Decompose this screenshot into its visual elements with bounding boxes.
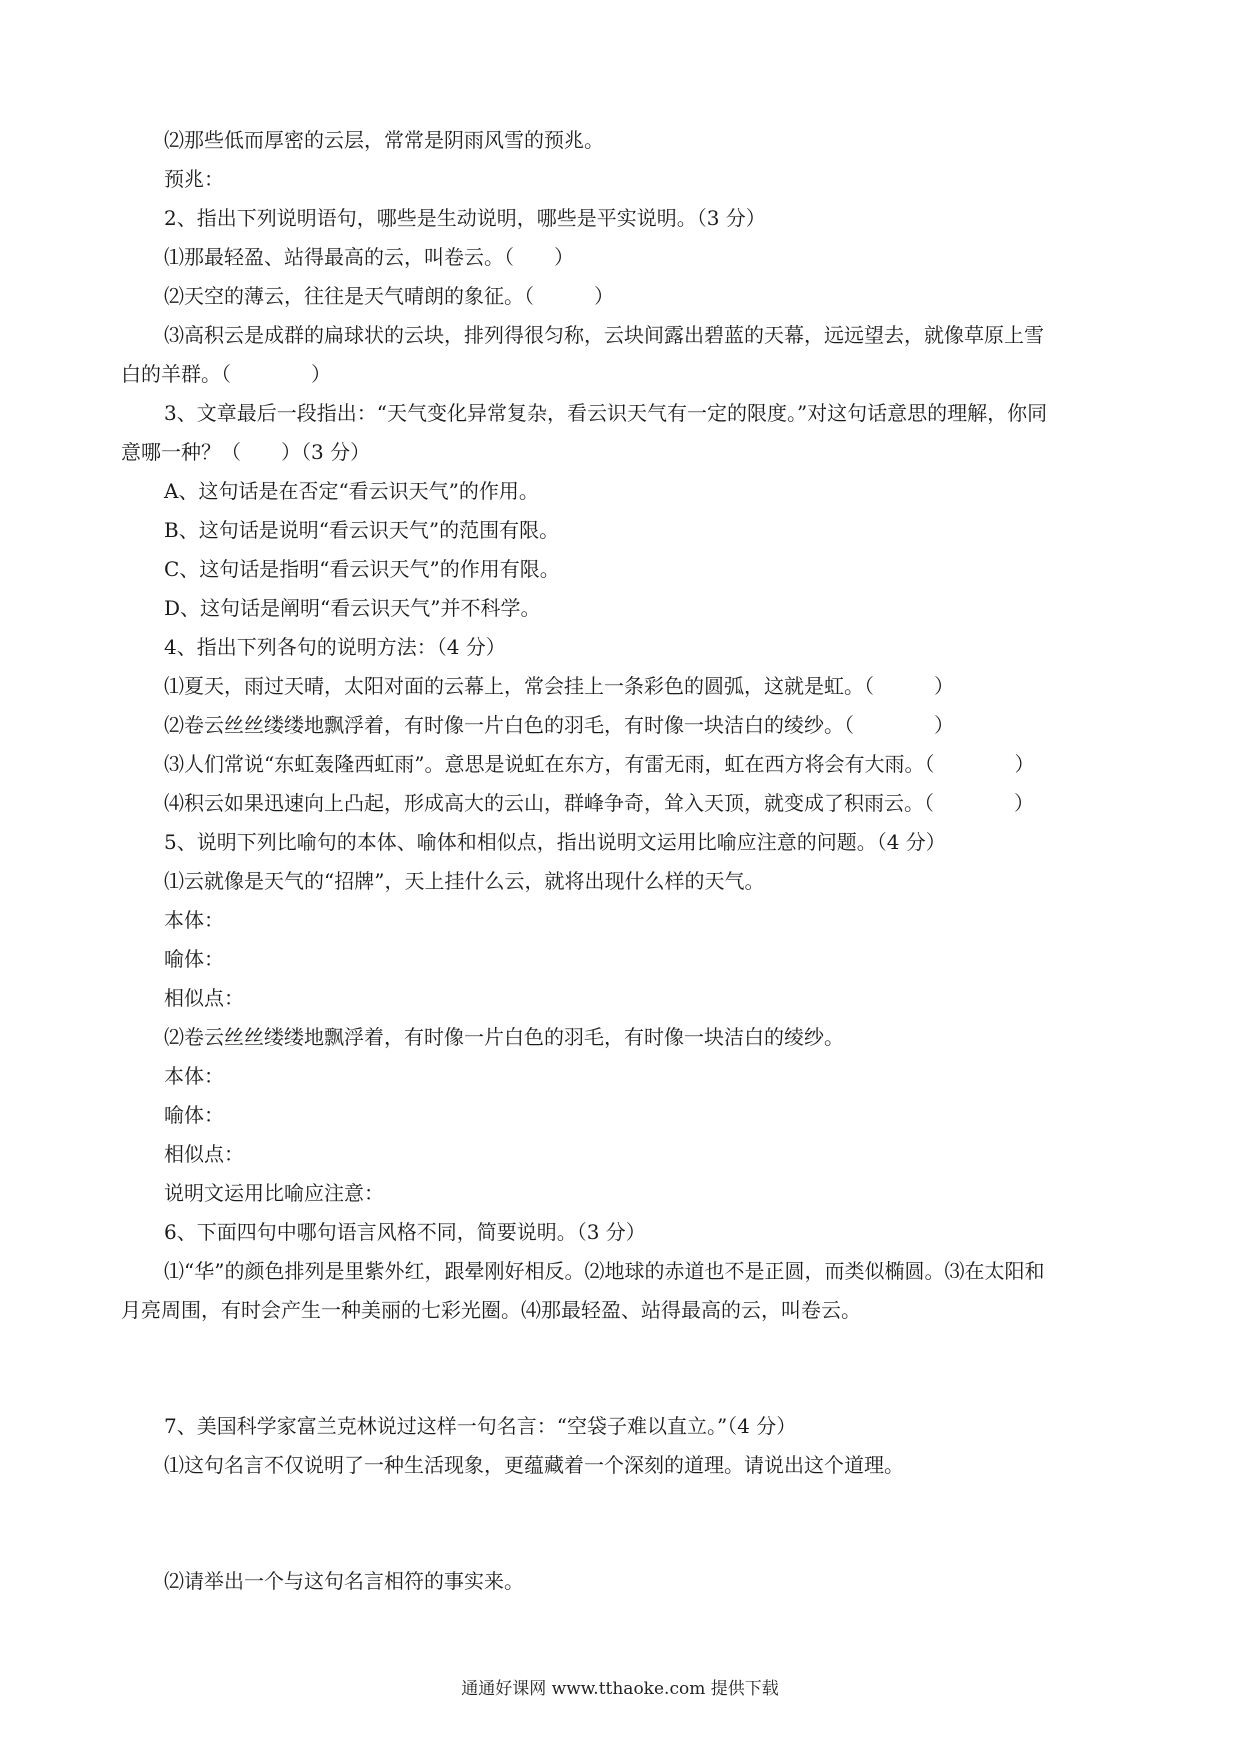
question-2-item-1: ⑴那最轻盈、站得最高的云，叫卷云。（ ） (164, 245, 574, 269)
question-4-item-4: ⑷积云如果迅速向上凸起，形成高大的云山，群峰争奇，耸入天顶，就变成了积雨云。（ ） (164, 791, 1034, 815)
question-6-sentences-cont: 月亮周围，有时会产生一种美丽的七彩光圈。⑷那最轻盈、站得最高的云，叫卷云。 (121, 1298, 861, 1322)
question-5-item-1-yuti: 喻体： (164, 947, 224, 971)
question-7-heading: 7、美国科学家富兰克林说过这样一句名言：“空袋子难以直立。”（4 分） (164, 1414, 797, 1438)
page-footer: 通通好课网 www.tthaoke.com 提供下载 (461, 1679, 779, 1699)
question-5-item-1-xiangsidian: 相似点： (164, 986, 244, 1010)
question-7-item-2: ⑵请举出一个与这句名言相符的事实来。 (164, 1569, 524, 1593)
question-6-heading: 6、下面四句中哪句语言风格不同，简要说明。（3 分） (164, 1220, 646, 1244)
question-3-option-a: A、这句话是在否定“看云识天气”的作用。 (164, 479, 539, 503)
question-5-item-2-xiangsidian: 相似点： (164, 1142, 244, 1166)
question-2-item-3-cont: 白的羊群。（ ） (121, 362, 331, 386)
question-7-item-1: ⑴这句名言不仅说明了一种生活现象，更蕴藏着一个深刻的道理。请说出这个道理。 (164, 1453, 904, 1477)
question-4-heading: 4、指出下列各句的说明方法：（4 分） (164, 635, 506, 659)
question-5-note: 说明文运用比喻应注意： (164, 1181, 384, 1205)
question-5-item-2: ⑵卷云丝丝缕缕地飘浮着，有时像一片白色的羽毛，有时像一块洁白的绫纱。 (164, 1025, 844, 1049)
question-3-heading: 3、文章最后一段指出：“天气变化异常复杂，看云识天气有一定的限度。”对这句话意思的理解，你同 (164, 401, 1048, 425)
question-5-item-1: ⑴云就像是天气的“招牌”，天上挂什么云，就将出现什么样的天气。 (164, 869, 765, 893)
answer-label-yuzhao: 预兆： (164, 167, 224, 191)
question-2-item-2: ⑵天空的薄云，往往是天气晴朗的象征。（ ） (164, 284, 614, 308)
question-4-item-3: ⑶人们常说“东虹轰隆西虹雨”。意思是说虹在东方，有雷无雨，虹在西方将会有大雨。（ ） (164, 752, 1035, 776)
question-5-heading: 5、说明下列比喻句的本体、喻体和相似点，指出说明文运用比喻应注意的问题。（4 分） (164, 830, 946, 854)
question-3-option-b: B、这句话是说明“看云识天气”的范围有限。 (164, 518, 560, 542)
question-6-sentences: ⑴“华”的颜色排列是里紫外红，跟晕刚好相反。⑵地球的赤道也不是正圆，而类似椭圆。⑶在太阳和 (164, 1259, 1045, 1283)
question-1-item-2: ⑵那些低而厚密的云层，常常是阴雨风雪的预兆。 (164, 128, 604, 152)
question-2-heading: 2、指出下列说明语句，哪些是生动说明，哪些是平实说明。（3 分） (164, 206, 766, 230)
question-3-option-d: D、这句话是阐明“看云识天气”并不科学。 (164, 596, 541, 620)
question-2-item-3: ⑶高积云是成群的扁球状的云块，排列得很匀称，云块间露出碧蓝的天幕，远远望去，就像草原上雪 (164, 323, 1044, 347)
question-5-item-2-yuti: 喻体： (164, 1103, 224, 1127)
question-3-heading-cont: 意哪一种？（ ）（3 分） (121, 440, 371, 464)
question-5-item-2-benti: 本体： (164, 1064, 224, 1088)
question-4-item-2: ⑵卷云丝丝缕缕地飘浮着，有时像一片白色的羽毛，有时像一块洁白的绫纱。（ ） (164, 713, 954, 737)
question-4-item-1: ⑴夏天，雨过天晴，太阳对面的云幕上，常会挂上一条彩色的圆弧，这就是虹。（ ） (164, 674, 954, 698)
question-3-option-c: C、这句话是指明“看云识天气”的作用有限。 (164, 557, 560, 581)
question-5-item-1-benti: 本体： (164, 908, 224, 932)
